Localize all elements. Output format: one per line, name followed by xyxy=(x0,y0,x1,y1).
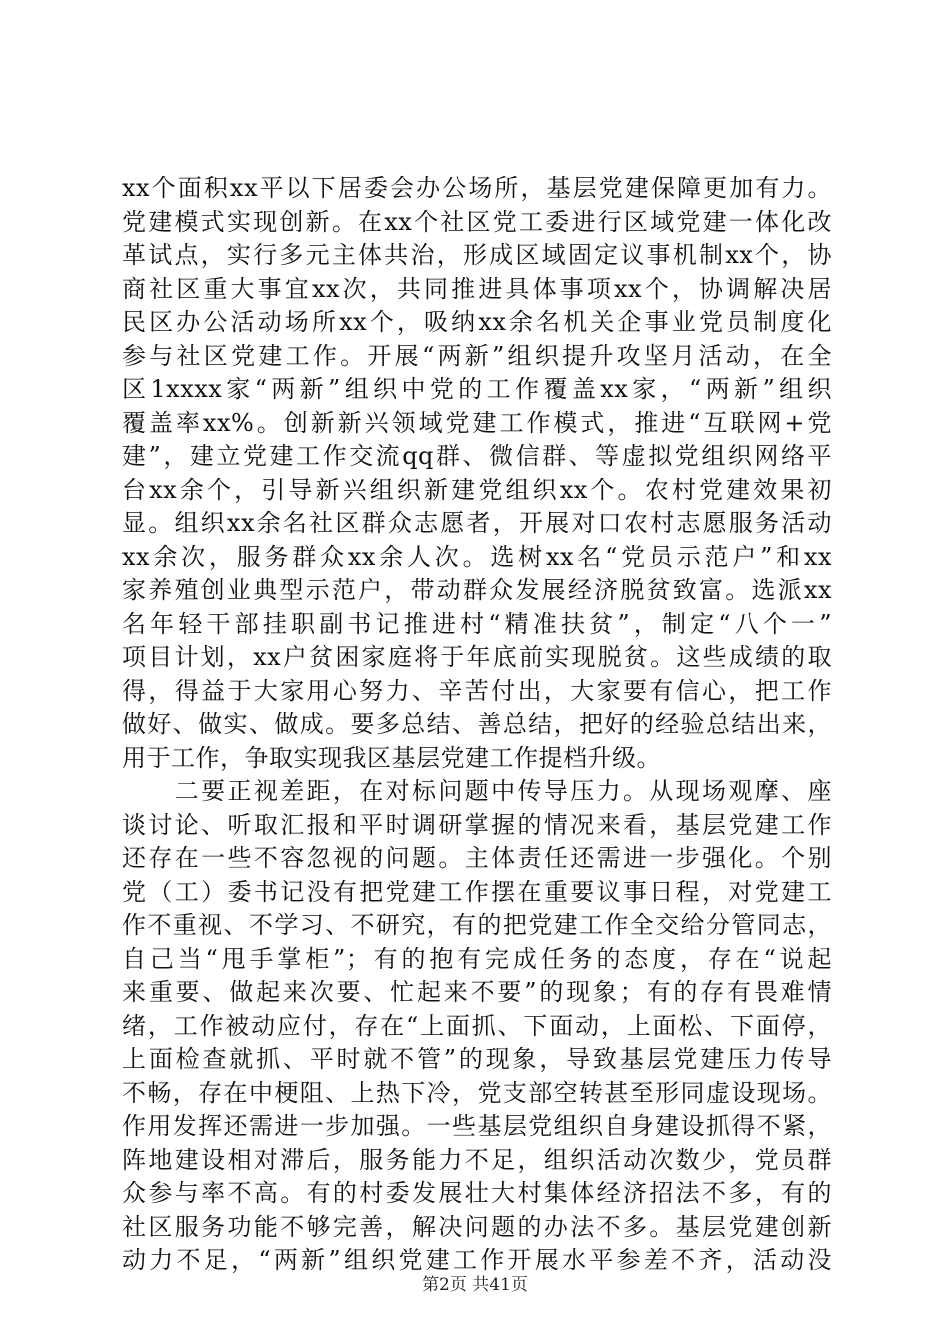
text-line: 来重要、做起来次要、忙起来不要”的现象；有的存有畏难情 xyxy=(122,978,832,1006)
text-line: 作用发挥还需进一步加强。一些基层党组织自身建设抓得不紧， xyxy=(122,1112,832,1140)
text-line: 革试点，实行多元主体共治，形成区域固定议事机制xx个，协 xyxy=(122,241,832,269)
text-line: 显。组织xx余名社区群众志愿者，开展对口农村志愿服务活动 xyxy=(122,509,832,537)
document-body xyxy=(122,172,832,1278)
text-line: 民区办公活动场所xx个，吸纳xx余名机关企事业党员制度化 xyxy=(122,308,832,336)
page-number-label: 第2页 共41页 xyxy=(422,1275,528,1295)
text-line: 项目计划，xx户贫困家庭将于年底前实现脱贫。这些成绩的取 xyxy=(122,643,832,671)
text-line: 动力不足，“两新”组织党建工作开展水平参差不齐，活动没 xyxy=(122,1246,832,1274)
text-line: 众参与率不高。有的村委发展壮大村集体经济招法不多，有的 xyxy=(122,1179,832,1207)
text-line: 得，得益于大家用心努力、辛苦付出，大家要有信心，把工作 xyxy=(122,676,832,705)
text-line: 商社区重大事宜xx次，共同推进具体事项xx个，协调解决居 xyxy=(122,274,832,303)
text-line: 二要正视差距，在对标问题中传导压力。从现场观摩、座 xyxy=(122,777,832,805)
text-line: xx个面积xx平以下居委会办公场所，基层党建保障更加有力。 xyxy=(122,174,832,202)
text-line: 名年轻干部挂职副书记推进村“精准扶贫”，制定“八个一” xyxy=(122,609,832,638)
text-line: 用于工作，争取实现我区基层党建工作提档升级。 xyxy=(122,743,661,772)
text-line: 还存在一些不容忽视的问题。主体责任还需进一步强化。个别 xyxy=(122,844,832,872)
page-footer xyxy=(0,1270,950,1295)
text-line: 上面检查就抓、平时就不管”的现象，导致基层党建压力传导 xyxy=(122,1045,832,1073)
text-line: 社区服务功能不够完善，解决问题的办法不多。基层党建创新 xyxy=(122,1212,832,1241)
text-line: 覆盖率xx%。创新新兴领域党建工作模式，推进“互联网+党 xyxy=(122,408,832,437)
text-line: 谈讨论、听取汇报和平时调研掌握的情况来看，基层党建工作 xyxy=(122,810,832,839)
text-line: 参与社区党建工作。开展“两新”组织提升攻坚月活动，在全 xyxy=(122,341,832,370)
text-line: 不畅，存在中梗阻、上热下冷，党支部空转甚至形同虚设现场。 xyxy=(122,1078,832,1107)
text-line: 党（工）委书记没有把党建工作摆在重要议事日程，对党建工 xyxy=(122,877,832,906)
text-line: 做好、做实、做成。要多总结、善总结，把好的经验总结出来， xyxy=(122,710,832,738)
text-line: 作不重视、不学习、不研究，有的把党建工作全交给分管同志， xyxy=(122,911,832,939)
text-line: 台xx余个，引导新兴组织新建党组织xx个。农村党建效果初 xyxy=(122,475,832,504)
text-line: 家养殖创业典型示范户，带动群众发展经济脱贫致富。选派xx xyxy=(122,576,832,604)
text-line: 建”，建立党建工作交流qq群、微信群、等虚拟党组织网络平 xyxy=(122,442,832,470)
text-line: 阵地建设相对滞后，服务能力不足，组织活动次数少，党员群 xyxy=(122,1145,832,1174)
text-line: xx余次，服务群众xx余人次。选树xx名“党员示范户”和xx xyxy=(122,542,832,571)
text-line: 绪，工作被动应付，存在“上面抓、下面动，上面松、下面停， xyxy=(122,1011,832,1040)
text-line: 党建模式实现创新。在xx个社区党工委进行区域党建一体化改 xyxy=(122,207,832,236)
text-line: 自己当“甩手掌柜”；有的抱有完成任务的态度，存在“说起 xyxy=(122,944,832,973)
text-line: 区1xxxx家“两新”组织中党的工作覆盖xx家，“两新”组织 xyxy=(122,375,832,403)
